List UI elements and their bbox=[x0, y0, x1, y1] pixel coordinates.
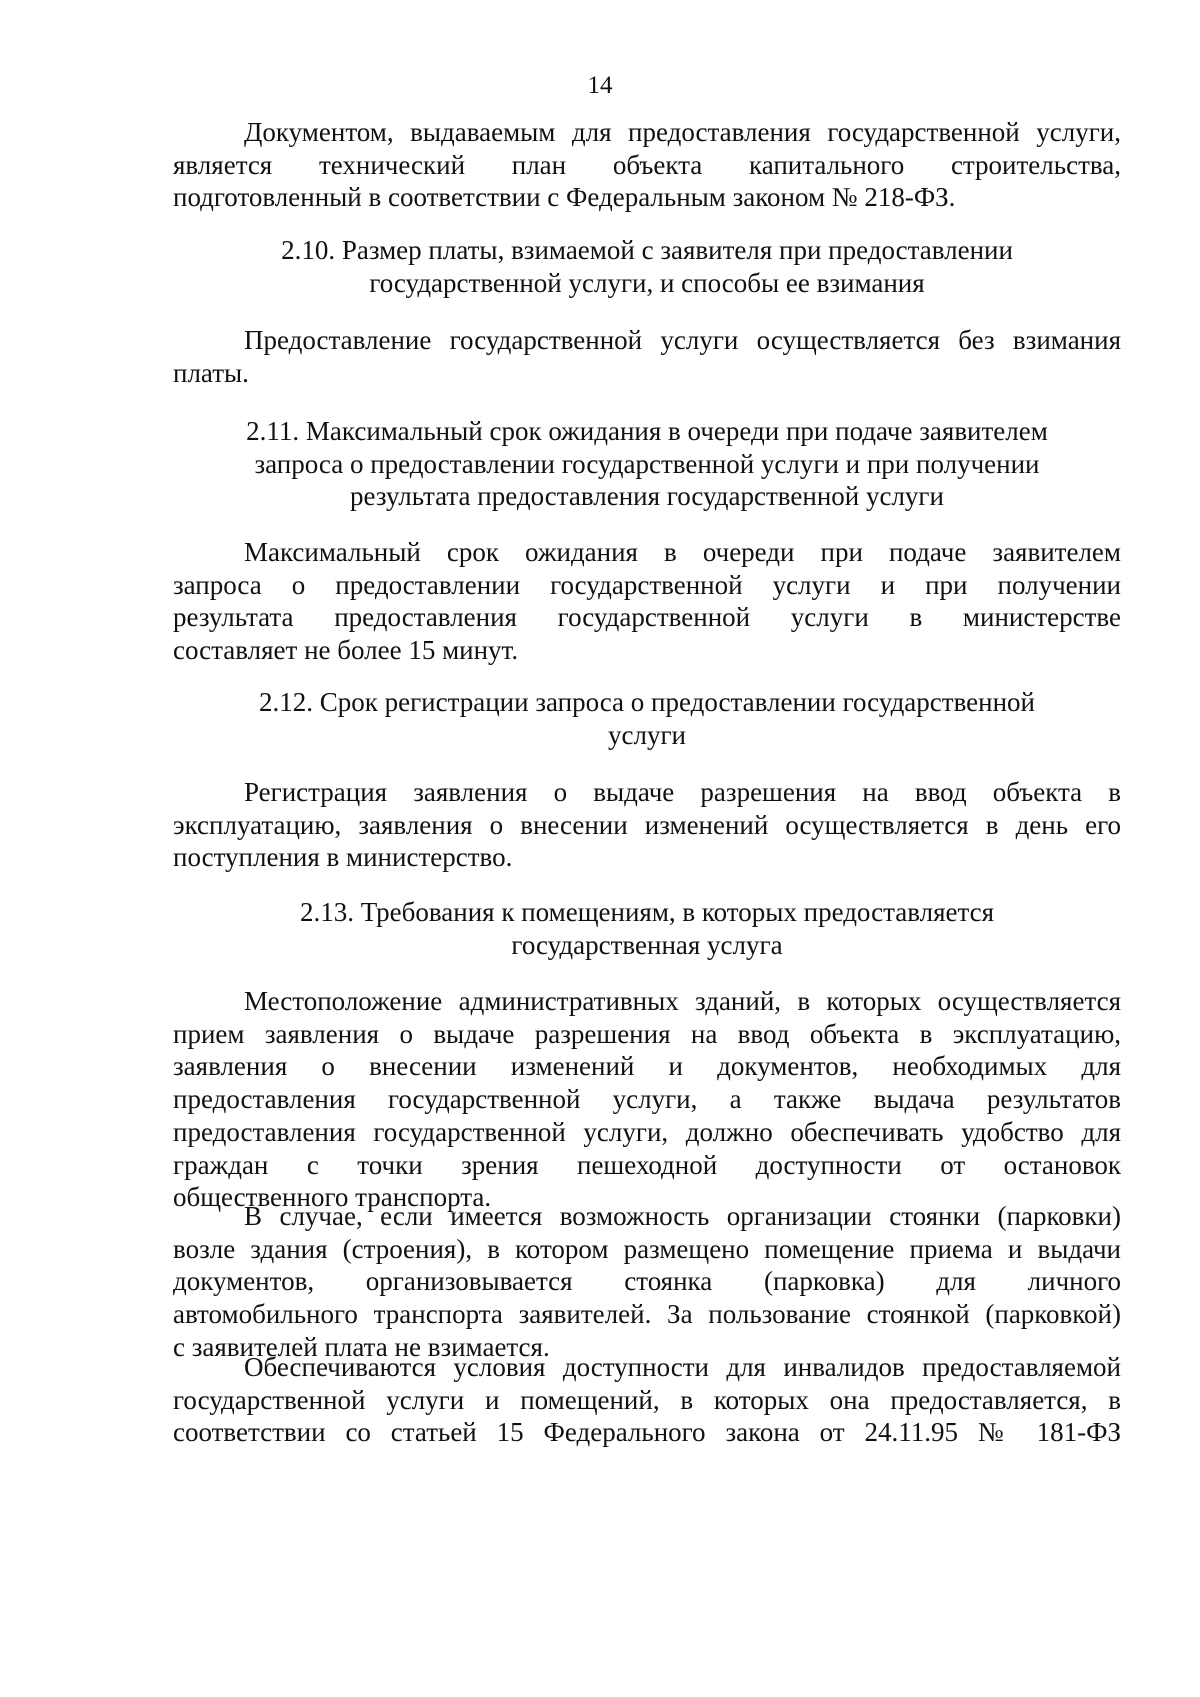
text-line: государственной услуги и помещений, в которых она предоставляется, в bbox=[173, 1384, 1121, 1415]
paragraph-registration bbox=[173, 776, 1121, 874]
heading-line: услуги bbox=[608, 719, 686, 750]
text-line: заявления о внесении изменений и документов, необходимых для bbox=[173, 1051, 1121, 1082]
text-line: Документом, выдаваемым для предоставления государственной услуги, bbox=[244, 117, 1121, 147]
page-number: 14 bbox=[587, 72, 613, 99]
heading-line: государственная услуга bbox=[511, 929, 783, 960]
paragraph-result-document bbox=[173, 116, 1121, 214]
text-line: документов, организовывается стоянка (парковка) для личного bbox=[173, 1266, 1121, 1297]
heading-line: 2.11. Максимальный срок ожидания в очереди при подаче заявителем bbox=[246, 416, 1048, 446]
section-heading-2-11 bbox=[173, 415, 1121, 513]
text-line: эксплуатацию, заявления о внесении изменений осуществляется в день его bbox=[173, 809, 1121, 840]
text-line: Регистрация заявления о выдаче разрешения на ввод объекта в bbox=[244, 777, 1121, 807]
heading-line: 2.10. Размер платы, взимаемой с заявителя при предоставлении bbox=[281, 235, 1013, 265]
text-line: автомобильного транспорта заявителей. За пользование стоянкой (парковкой) bbox=[173, 1299, 1121, 1330]
section-heading-2-13 bbox=[173, 896, 1121, 961]
section-heading-2-10 bbox=[173, 234, 1121, 299]
text-line: поступления в министерство. bbox=[173, 842, 513, 873]
text-line: Предоставление государственной услуги осуществляется без взимания bbox=[244, 325, 1121, 355]
paragraph-accessibility bbox=[173, 1351, 1121, 1449]
text-line: составляет не более 15 минут. bbox=[173, 635, 519, 666]
text-line: Местоположение административных зданий, в которых осуществляется bbox=[244, 986, 1121, 1016]
heading-line: государственной услуги, и способы ее взимания bbox=[369, 267, 925, 298]
text-line: соответствии со статьей 15 Федерального закона от 24.11.95 № 181-ФЗ bbox=[173, 1417, 1121, 1448]
text-line: платы. bbox=[173, 357, 249, 388]
text-line: общественного транспорта. bbox=[173, 1182, 492, 1213]
text-line: является технический план объекта капитального строительства, bbox=[173, 149, 1121, 180]
text-line: В случае, если имеется возможность организации стоянки (парковки) bbox=[244, 1201, 1121, 1231]
paragraph-parking bbox=[173, 1200, 1121, 1364]
text-line: с заявителей плата не взимается. bbox=[173, 1331, 550, 1362]
text-line: Максимальный срок ожидания в очереди при подаче заявителем bbox=[244, 537, 1121, 567]
heading-line: 2.12. Срок регистрации запроса о предоставлении государственной bbox=[259, 687, 1035, 717]
text-line: прием заявления о выдаче разрешения на ввод объекта в эксплуатацию, bbox=[173, 1018, 1121, 1049]
text-line: граждан с точки зрения пешеходной доступности от остановок bbox=[173, 1149, 1121, 1180]
heading-line: запроса о предоставлении государственной услуги и при получении bbox=[254, 448, 1040, 479]
paragraph-waiting-time bbox=[173, 536, 1121, 667]
text-line: Обеспечиваются условия доступности для инвалидов предоставляемой bbox=[244, 1352, 1121, 1382]
paragraph-fee bbox=[173, 324, 1121, 389]
text-line: предоставления государственной услуги, а также выдача результатов bbox=[173, 1084, 1121, 1115]
text-line: результата предоставления государственной услуги в министерстве bbox=[173, 602, 1121, 633]
text-line: подготовленный в соответствии с Федеральным законом № 218-ФЗ. bbox=[173, 182, 956, 213]
text-line: возле здания (строения), в котором размещено помещение приема и выдачи bbox=[173, 1233, 1121, 1264]
text-line: запроса о предоставлении государственной услуги и при получении bbox=[173, 569, 1121, 600]
text-line: предоставления государственной услуги, должно обеспечивать удобство для bbox=[173, 1116, 1121, 1147]
heading-line: 2.13. Требования к помещениям, в которых предоставляется bbox=[299, 897, 995, 927]
section-heading-2-12 bbox=[173, 686, 1121, 751]
heading-line: результата предоставления государственной услуги bbox=[350, 481, 944, 512]
paragraph-building-location bbox=[173, 985, 1121, 1214]
